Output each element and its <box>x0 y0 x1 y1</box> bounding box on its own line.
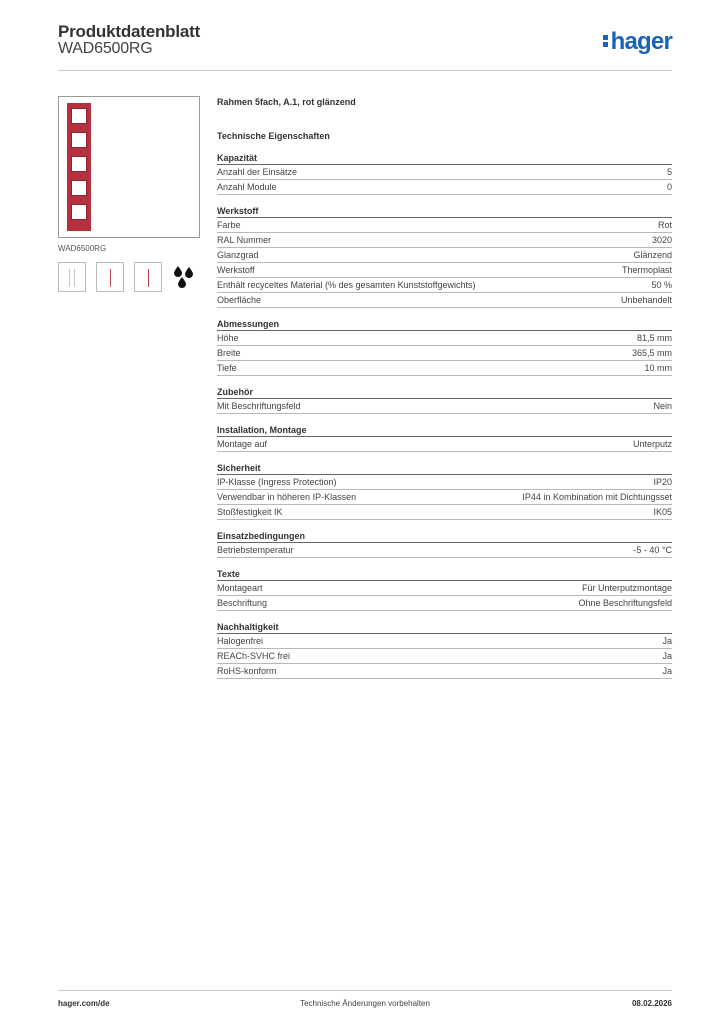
red-frame-illustration <box>67 103 91 231</box>
property-value: 0 <box>666 182 672 192</box>
property-row <box>217 596 672 611</box>
group-title: Einsatzbedingungen <box>217 530 672 543</box>
property-label: Beschriftung <box>217 598 268 608</box>
group-title: Nachhaltigkeit <box>217 621 672 634</box>
property-value: Glänzend <box>633 250 672 260</box>
hager-logo <box>603 28 672 56</box>
property-row <box>217 361 672 376</box>
property-row <box>217 634 672 649</box>
property-label: Oberfläche <box>217 295 262 305</box>
frame-slot <box>71 180 87 196</box>
property-label: REACh-SVHC frei <box>217 651 291 661</box>
footer-website[interactable]: hager.com/de <box>58 999 110 1008</box>
property-label: Betriebstemperatur <box>217 545 294 555</box>
property-row <box>217 248 672 263</box>
frame-slot <box>71 132 87 148</box>
property-value: Ja <box>662 666 672 676</box>
property-value: Thermoplast <box>621 265 672 275</box>
property-label: Farbe <box>217 220 241 230</box>
property-label: RoHS-konform <box>217 666 277 676</box>
logo-text: hager <box>610 28 672 55</box>
footer-date: 08.02.2026 <box>631 999 672 1008</box>
property-label: Verwendbar in höheren IP-Klassen <box>217 492 357 502</box>
property-value: Ohne Beschriftungsfeld <box>578 598 672 608</box>
group-title: Werkstoff <box>217 205 672 218</box>
property-row <box>217 649 672 664</box>
property-label: Werkstoff <box>217 265 255 275</box>
property-value: -5 - 40 °C <box>633 545 672 555</box>
property-value: Ja <box>662 636 672 646</box>
property-label: Montageart <box>217 583 263 593</box>
property-value: Rot <box>657 220 672 230</box>
document-subtitle: WAD6500RG <box>58 40 153 57</box>
property-row <box>217 346 672 361</box>
property-label: Montage auf <box>217 439 268 449</box>
thumbnail-frame-side[interactable] <box>96 262 124 292</box>
frame-slot <box>71 156 87 172</box>
property-row <box>217 165 672 180</box>
property-value: 365,5 mm <box>631 348 672 358</box>
property-value: IP20 <box>653 477 672 487</box>
property-row <box>217 278 672 293</box>
water-drops-icon[interactable] <box>172 262 200 292</box>
property-row <box>217 505 672 520</box>
group-title: Installation, Montage <box>217 424 672 437</box>
thumbnail-frame-profile[interactable] <box>134 262 162 292</box>
group-title: Zubehör <box>217 386 672 399</box>
thumbnail-frame-drawing[interactable] <box>58 262 86 292</box>
property-label: RAL Nummer <box>217 235 272 245</box>
property-label: Anzahl Module <box>217 182 277 192</box>
property-value: Nein <box>653 401 672 411</box>
property-row <box>217 180 672 195</box>
group-title: Kapazität <box>217 152 672 165</box>
product-image <box>58 96 200 238</box>
property-value: IP44 in Kombination mit Dichtungsset <box>522 492 672 502</box>
section-title: Technische Eigenschaften <box>217 131 330 141</box>
property-value: 5 <box>666 167 672 177</box>
property-value: Unterputz <box>632 439 672 449</box>
frame-slot <box>71 108 87 124</box>
group-title: Sicherheit <box>217 462 672 475</box>
property-label: Anzahl der Einsätze <box>217 167 298 177</box>
page-header <box>58 22 672 71</box>
property-value: Ja <box>662 651 672 661</box>
property-label: Tiefe <box>217 363 237 373</box>
property-label: Höhe <box>217 333 239 343</box>
property-value: 10 mm <box>644 363 672 373</box>
property-row <box>217 543 672 558</box>
property-label: IP-Klasse (Ingress Protection) <box>217 477 337 487</box>
group-title: Texte <box>217 568 672 581</box>
property-value: Unbehandelt <box>620 295 672 305</box>
page-footer <box>58 990 672 1015</box>
logo-dots-icon <box>603 33 609 49</box>
product-name: Rahmen 5fach, A.1, rot glänzend <box>217 97 356 107</box>
property-label: Breite <box>217 348 241 358</box>
product-image-caption: WAD6500RG <box>58 244 107 253</box>
property-row <box>217 475 672 490</box>
property-row <box>217 581 672 596</box>
property-groups <box>217 152 672 679</box>
product-details <box>217 96 672 679</box>
property-label: Mit Beschriftungsfeld <box>217 401 301 411</box>
property-row <box>217 664 672 679</box>
property-label: Stoßfestigkeit IK <box>217 507 283 517</box>
property-label: Enthält recyceltes Material (% des gesamten Kunststoffgewichts) <box>217 280 476 290</box>
property-row <box>217 399 672 414</box>
property-value: 50 % <box>651 280 672 290</box>
property-row <box>217 218 672 233</box>
property-value: 81,5 mm <box>636 333 672 343</box>
frame-slot <box>71 204 87 220</box>
property-row <box>217 331 672 346</box>
property-value: 3020 <box>651 235 672 245</box>
property-row <box>217 293 672 308</box>
property-label: Glanzgrad <box>217 250 259 260</box>
property-row <box>217 437 672 452</box>
document-title: Produktdatenblatt <box>58 22 201 41</box>
property-value: IK05 <box>653 507 672 517</box>
property-row <box>217 233 672 248</box>
group-title: Abmessungen <box>217 318 672 331</box>
footer-disclaimer: Technische Änderungen vorbehalten <box>300 999 430 1008</box>
property-label: Halogenfrei <box>217 636 264 646</box>
property-row <box>217 263 672 278</box>
property-row <box>217 490 672 505</box>
property-value: Für Unterputzmontage <box>581 583 672 593</box>
